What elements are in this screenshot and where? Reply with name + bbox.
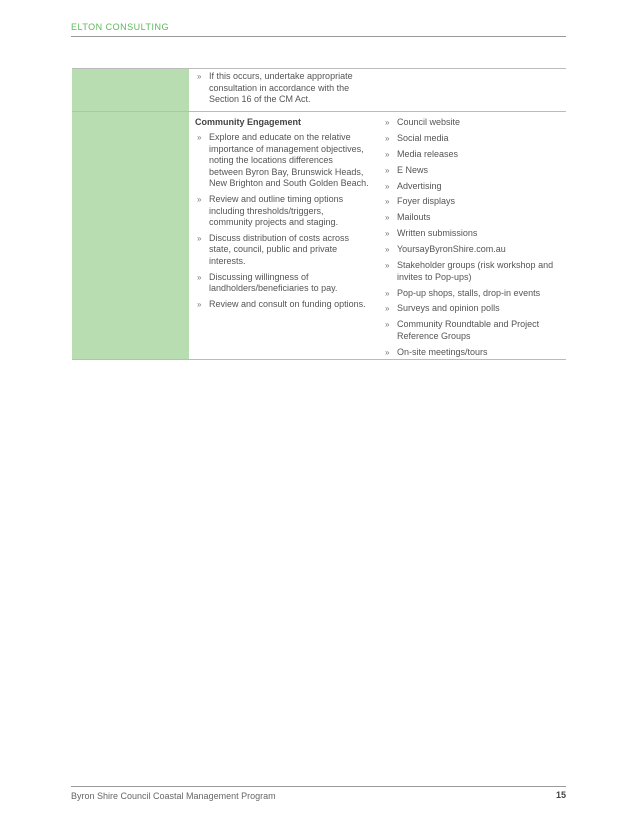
footer-divider: [71, 786, 566, 787]
bullet-chevron-icon: »: [385, 165, 390, 175]
description-cell: [189, 112, 377, 359]
bullet-chevron-icon: »: [385, 149, 390, 159]
bullet-list: [383, 117, 560, 358]
list-item-text: Written submissions: [397, 228, 478, 239]
list-item-text: Discussing willingness of landholders/beneficiaries to pay.: [209, 271, 338, 294]
list-item: [383, 181, 560, 193]
list-item: [383, 165, 560, 177]
list-item-text: Discuss distribution of costs across state, council, public and private interests.: [209, 232, 350, 266]
list-item: [195, 194, 369, 229]
methods-cell: [377, 69, 566, 111]
list-item: [383, 196, 560, 208]
label-cell: [72, 69, 189, 111]
bullet-chevron-icon: »: [385, 133, 390, 143]
header-brand: ELTON CONSULTING: [71, 22, 170, 32]
list-item-text: Explore and educate on the relative importance of management objectives, noting the locations differences between Byron Bay, Brunswick Heads, New Brighton and South Golden Beach.: [209, 132, 369, 189]
bullet-chevron-icon: »: [385, 320, 390, 330]
bullet-chevron-icon: »: [385, 245, 390, 255]
list-item: [383, 133, 560, 145]
list-item: [383, 347, 560, 359]
list-item-text: Surveys and opinion polls: [397, 303, 500, 314]
table-row: [72, 112, 566, 360]
list-item-text: E News: [397, 164, 429, 175]
list-item: [383, 117, 560, 129]
bullet-chevron-icon: »: [385, 347, 390, 357]
methods-cell: [377, 112, 566, 359]
list-item-text: Mailouts: [397, 212, 431, 223]
list-item-text: If this occurs, undertake appropriate consultation in accordance with the Section 16 of the CM Act.: [209, 71, 353, 105]
list-item-text: Council website: [397, 117, 461, 127]
list-item-text: On-site meetings/tours: [397, 346, 488, 357]
bullet-chevron-icon: »: [197, 233, 202, 243]
list-item-text: Advertising: [397, 180, 442, 191]
list-item-text: YoursayByronShire.com.au: [397, 244, 506, 255]
list-item: [195, 233, 369, 268]
list-item: [383, 260, 560, 283]
label-cell: [72, 112, 189, 359]
list-item: [383, 212, 560, 224]
bullet-chevron-icon: »: [197, 272, 202, 282]
engagement-table: [72, 68, 566, 360]
list-item: [383, 244, 560, 256]
bullet-chevron-icon: »: [385, 304, 390, 314]
list-item-text: Media releases: [397, 148, 459, 159]
list-item: [383, 303, 560, 315]
bullet-chevron-icon: »: [385, 288, 390, 298]
list-item-text: Pop-up shops, stalls, drop-in events: [397, 287, 541, 298]
bullet-list: [195, 71, 369, 106]
list-item: [195, 71, 369, 106]
list-item-text: Review and outline timing options including thresholds/triggers, community projects and staging.: [209, 193, 344, 228]
list-item-text: Stakeholder groups (risk workshop and invites to Pop-ups): [397, 260, 554, 282]
bullet-chevron-icon: »: [197, 194, 202, 204]
bullet-chevron-icon: »: [385, 118, 390, 127]
list-item: [383, 149, 560, 161]
list-item: [195, 272, 369, 295]
bullet-chevron-icon: »: [385, 197, 390, 207]
bullet-chevron-icon: »: [197, 299, 202, 309]
page-number: 15: [555, 790, 566, 800]
table-row: [72, 69, 566, 112]
list-item-text: Social media: [397, 132, 449, 143]
bullet-chevron-icon: »: [385, 181, 390, 191]
list-item: [195, 299, 369, 311]
list-item: [195, 132, 369, 190]
list-item: [383, 228, 560, 240]
bullet-chevron-icon: »: [385, 229, 390, 239]
bullet-chevron-icon: »: [385, 261, 390, 271]
section-heading: Community Engagement: [195, 117, 302, 127]
bullet-chevron-icon: »: [197, 133, 202, 142]
description-cell: [189, 69, 377, 111]
list-item-text: Community Roundtable and Project Reference Groups: [397, 319, 540, 341]
bullet-chevron-icon: »: [197, 72, 202, 81]
header-divider: [71, 36, 566, 37]
footer-document-title: Byron Shire Council Coastal Management Program: [71, 791, 276, 801]
list-item: [383, 288, 560, 300]
bullet-list: [195, 132, 369, 310]
bullet-chevron-icon: »: [385, 213, 390, 223]
list-item-text: Review and consult on funding options.: [209, 298, 366, 309]
list-item: [383, 319, 560, 342]
list-item-text: Foyer displays: [397, 196, 456, 207]
